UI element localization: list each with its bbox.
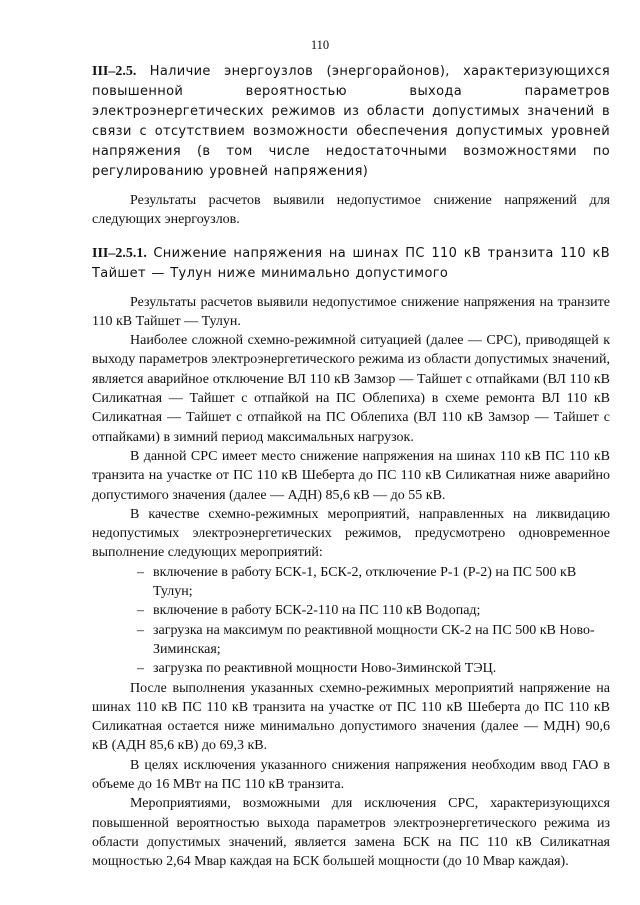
page-number: 110: [310, 38, 330, 52]
list-marker: –: [137, 603, 144, 619]
paragraph: После выполнения указанных схемно-режимных мероприятий напряжение на шинах 110 кВ ПС 110 кВ транзита на участке от ПС 110 кВ Шеберта до ПС 110 кВ Силикатная остается ниже минимально допустимого значения (далее — МДН) 90,6 кВ (АДН 85,6 кВ) до 69,3 кВ.: [92, 680, 610, 754]
list-marker: –: [137, 622, 144, 638]
list-item: – включение в работу БСК-2-110 на ПС 110 кВ Водопад;: [137, 601, 610, 620]
paragraph: Наиболее сложной схемно-режимной ситуацией (далее — СРС), приводящей к выходу параметров электроэнергетического режима из области допустимых значений, является аварийное отключение ВЛ 110 кВ Замзор — Тайшет с отпайками (ВЛ 110 кВ Силикатная — Тайшет с отпайкой на ПС Облепиха) в схеме ремонта ВЛ 110 кВ Силикатная — Тайшет с отпайкой на ПС Облепиха (ВЛ 110 кВ Замзор — Тайшет с отпайками) в зимний период максимальных нагрузок.: [92, 333, 610, 445]
section-heading-2-5: [92, 62, 610, 182]
section-title: Наличие энергоузлов (энергорайонов), характеризующихся повышенной вероятностью выхода параметров электроэнергетических режимов из области допустимых значений в связи с отсутствием возможности обеспечения допустимых уровней напряжения (в том числе недостаточными возможностями по регулированию уровней напряжения): [92, 64, 610, 179]
section-number: III–2.5.1.: [92, 245, 147, 261]
section-heading-2-5-1: [92, 244, 610, 284]
measures-list: [92, 563, 610, 679]
paragraph: Мероприятиями, возможными для исключения СРС, характеризующихся повышенной вероятностью выхода параметров электроэнергетического режима из области допустимых значений, является замена БСК на ПС 110 кВ Силикатная мощностью 2,64 Мвар каждая на БСК большей мощности (до 10 Мвар каждая).: [92, 796, 610, 870]
list-item: – загрузка на максимум по реактивной мощности СК-2 на ПС 500 кВ Ново-Зиминская;: [137, 622, 595, 657]
section-title: Снижение напряжения на шинах ПС 110 кВ транзита 110 кВ Тайшет — Тулун ниже минимально допустимого: [92, 245, 611, 281]
section-number: III–2.5.: [92, 64, 137, 79]
paragraph: В целях исключения указанного снижения напряжения необходим ввод ГАО в объеме до 16 МВт на ПС 110 кВ транзита.: [92, 757, 610, 793]
paragraph: Результаты расчетов выявили недопустимое снижение напряжения на транзите 110 кВ Тайшет — Тулун.: [92, 294, 610, 329]
list-item: – включение в работу БСК-1, БСК-2, отключение Р-1 (Р-2) на ПС 500 кВ Тулун;: [137, 564, 577, 600]
page-content: [92, 62, 610, 872]
list-marker: –: [137, 564, 144, 580]
paragraph: Результаты расчетов выявили недопустимое снижение напряжений для следующих энергоузлов.: [92, 193, 610, 228]
paragraph: В качестве схемно-режимных мероприятий, направленных на ликвидацию недопустимых электроэнергетических режимов, предусмотрено одновременное выполнение следующих мероприятий:: [92, 506, 610, 561]
list-marker: –: [137, 661, 144, 677]
paragraph: В данной СРС имеет место снижение напряжения на шинах 110 кВ ПС 110 кВ транзита на участке от ПС 110 кВ Шеберта до ПС 110 кВ Силикатная ниже аварийно допустимого значения (далее — АДН) 85,6 кВ — до 55 кВ.: [92, 448, 610, 503]
list-item: – загрузка по реактивной мощности Ново-Зиминской ТЭЦ.: [137, 659, 610, 678]
